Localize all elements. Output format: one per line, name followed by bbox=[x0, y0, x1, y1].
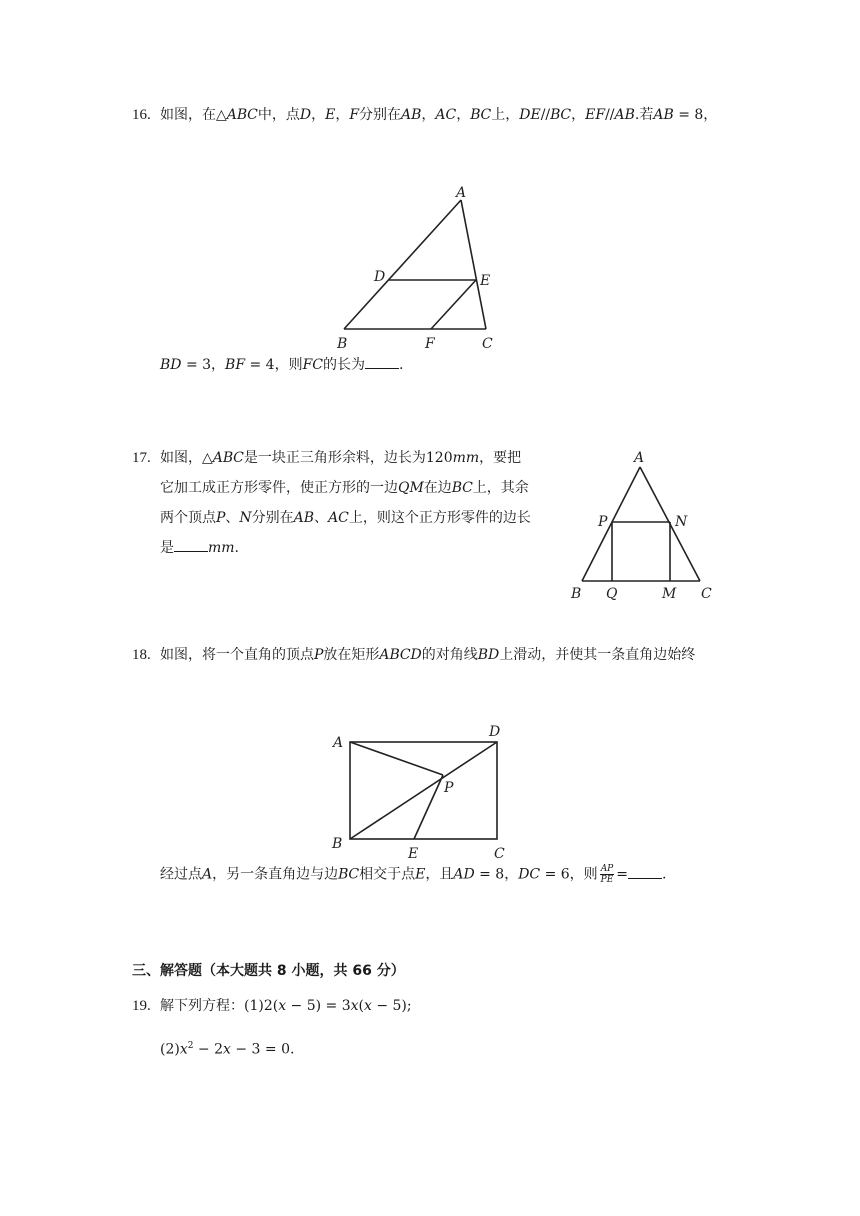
q17-label-b: B bbox=[571, 586, 582, 602]
q18-line2-suffix: . bbox=[661, 866, 667, 883]
q17-label-m: M bbox=[662, 586, 677, 602]
q16-label-c: C bbox=[482, 336, 493, 352]
q18-label-b: B bbox=[332, 836, 343, 852]
q18-line2-prefix: 经过点𝐴，另一条直角边与边𝐵𝐶相交于点𝐸，且𝐴𝐷 = 8，𝐷𝐶 = 6，则 bbox=[160, 866, 598, 883]
q18-answer-blank[interactable] bbox=[628, 866, 662, 879]
ap-over-pe-fraction bbox=[600, 864, 615, 885]
question-19-line-1: 解下列方程：(1)2(𝑥 − 5) = 3𝑥(𝑥 − 5); bbox=[160, 998, 412, 1014]
question-18-number: 18. bbox=[132, 647, 151, 663]
q17-label-n: N bbox=[675, 514, 688, 530]
q18-label-c: C bbox=[494, 846, 505, 862]
question-17-line-3: 两个顶点𝑃、𝑁分别在𝐴𝐵、𝐴𝐶上，则这个正方形零件的边长 bbox=[160, 510, 531, 526]
q16-line2-suffix: . bbox=[399, 357, 404, 373]
question-17-line-2: 它加工成正方形零件，使正方形的一边𝑄𝑀在边𝐵𝐶上，其余 bbox=[160, 480, 529, 496]
q18-rectangle-figure bbox=[325, 720, 525, 865]
q16-triangle-figure bbox=[330, 180, 510, 355]
question-16-number: 16. bbox=[132, 107, 151, 123]
q16-answer-blank[interactable] bbox=[365, 356, 399, 369]
q18-label-p: P bbox=[444, 780, 454, 796]
question-17-number: 17. bbox=[132, 450, 151, 466]
q17-label-q: Q bbox=[606, 586, 618, 602]
question-19-number: 19. bbox=[132, 998, 151, 1014]
q18-label-e: E bbox=[408, 846, 419, 862]
q17-label-a: A bbox=[634, 450, 645, 466]
question-18-line-2 bbox=[160, 864, 666, 885]
q18-equals: = bbox=[616, 866, 628, 883]
q17-line4-suffix: 𝑚𝑚. bbox=[208, 540, 240, 556]
q18-label-d: D bbox=[489, 724, 501, 740]
fraction-denominator: PE bbox=[600, 875, 614, 885]
q19-line2-prefix: (2)𝑥 bbox=[160, 1041, 188, 1058]
question-17-line-4 bbox=[160, 539, 239, 557]
question-16-line-2 bbox=[160, 356, 403, 374]
q16-label-f: F bbox=[425, 336, 435, 352]
q16-line2-prefix: 𝐵𝐷 = 3，𝐵𝐹 = 4，则𝐹𝐶的长为 bbox=[160, 357, 366, 373]
question-17-line-1: 如图，△𝐴𝐵𝐶是一块正三角形余料，边长为120𝑚𝑚，要把 bbox=[160, 450, 522, 466]
q17-label-p: P bbox=[598, 514, 608, 530]
q16-label-e: E bbox=[480, 273, 491, 289]
q16-label-d: D bbox=[374, 269, 386, 285]
q17-square-in-triangle-figure bbox=[565, 445, 725, 605]
q18-label-a: A bbox=[333, 735, 344, 751]
q17-label-c: C bbox=[701, 586, 712, 602]
q19-line2-suffix: − 2𝑥 − 3 = 0. bbox=[193, 1041, 295, 1058]
q17-line4-prefix: 是 bbox=[160, 540, 174, 556]
section-3-heading: 三、解答题（本大题共 8 小题，共 66 分） bbox=[132, 963, 405, 979]
fraction-numerator: AP bbox=[600, 864, 614, 874]
question-18-line-1: 如图，将一个直角的顶点𝑃放在矩形𝐴𝐵𝐶𝐷的对角线𝐵𝐷上滑动，并使其一条直角边始终 bbox=[160, 647, 696, 663]
question-19-line-2 bbox=[160, 1037, 294, 1059]
q17-answer-blank[interactable] bbox=[174, 539, 208, 552]
question-16-line-1: 如图，在△𝐴𝐵𝐶中，点𝐷，𝐸，𝐹分别在𝐴𝐵，𝐴𝐶，𝐵𝐶上，𝐷𝐸//𝐵𝐶，𝐸𝐹//𝐴𝐵.若𝐴𝐵 = 8， bbox=[160, 107, 718, 123]
q19-exponent: 2 bbox=[187, 1041, 194, 1051]
q16-label-a: A bbox=[456, 185, 467, 201]
q16-label-b: B bbox=[337, 336, 348, 352]
